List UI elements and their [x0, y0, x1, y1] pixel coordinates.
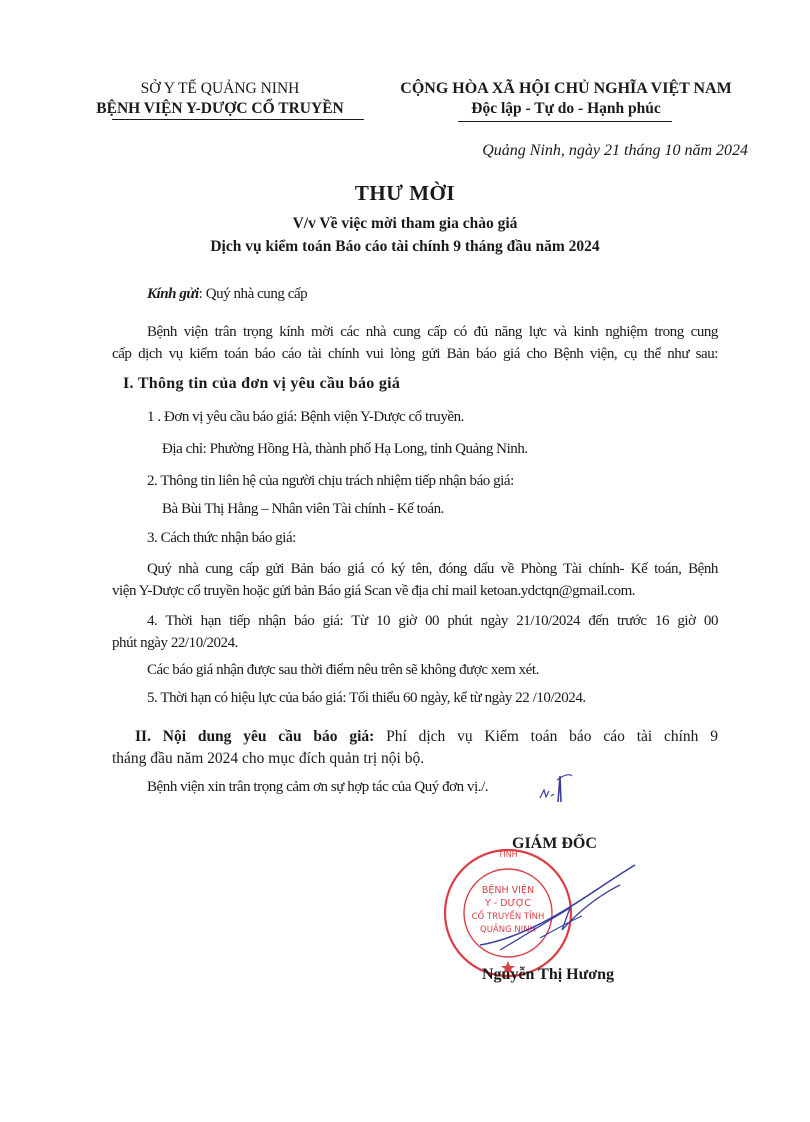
section-1-heading: I. Thông tin của đơn vị yêu cầu báo giá: [123, 375, 401, 392]
director-name: Nguyễn Thị Hương: [482, 966, 614, 983]
section-1-address: Địa chỉ: Phường Hồng Hà, thành phố Hạ Long, tỉnh Quảng Ninh.: [162, 441, 528, 457]
greeting-text: : Quý nhà cung cấp: [198, 286, 308, 302]
section-2-line-1: [135, 728, 718, 746]
initial-mark-icon: [534, 770, 574, 810]
section-1-method-line-1: Quý nhà cung cấp gửi Bản báo giá có ký tên, đóng dấu về Phòng Tài chính- Kế toán, Bệnh: [147, 561, 718, 577]
page-title: THƯ MỜI: [354, 181, 456, 205]
subject-line-1: V/v Về việc mời tham gia chào giá: [292, 215, 518, 232]
motto-underline: [458, 121, 672, 122]
section-1-item-5: 5. Thời hạn có hiệu lực của báo giá: Tối thiểu 60 ngày, kể từ ngày 22 /10/2024.: [147, 690, 586, 706]
section-1-item-3: 3. Cách thức nhận báo giá:: [147, 530, 296, 546]
closing-line: Bệnh viện xin trân trọng cảm ơn sự hợp tác của Quý đơn vị./.: [147, 779, 489, 795]
country-name: CỘNG HÒA XÃ HỘI CHỦ NGHĨA VIỆT NAM: [400, 80, 732, 97]
section-2-text-line-2: tháng đầu năm 2024 cho mục đích quản trị nội bộ.: [112, 750, 425, 767]
motto: Độc lập - Tự do - Hạnh phúc: [471, 100, 661, 117]
section-1-item-4-line-2: phút ngày 22/10/2024.: [112, 635, 238, 651]
seal-line-2: Y - DƯỢC: [484, 898, 532, 909]
section-2-heading: II. Nội dung yêu cầu báo giá:: [135, 728, 375, 745]
seal-line-3: CỔ TRUYỀN TỈNH: [471, 912, 545, 922]
section-1-item-1: 1 . Đơn vị yêu cầu báo giá: Bệnh viện Y-Dược cổ truyền.: [147, 409, 464, 425]
greeting: [147, 286, 307, 303]
section-1-method-line-2: viện Y-Dược cổ truyền hoặc gửi bản Báo giá Scan về địa chỉ mail ketoan.ydctqn@gmail.com.: [112, 583, 636, 599]
signature-role: GIÁM ĐỐC: [512, 835, 597, 852]
hospital-name-underline: [112, 119, 364, 120]
section-1-item-2: 2. Thông tin liên hệ của người chịu trách nhiệm tiếp nhận báo giá:: [147, 473, 514, 489]
intro-line-2: cấp dịch vụ kiểm toán báo cáo tài chính vui lòng gửi Bản báo giá cho Bệnh viện, cụ thể như sau:: [112, 346, 718, 362]
greeting-label: Kính gửi: [147, 286, 199, 302]
seal-line-4: QUẢNG NINH: [480, 925, 536, 935]
section-1-contact: Bà Bùi Thị Hằng – Nhân viên Tài chính - Kế toán.: [162, 501, 444, 517]
section-2-text-line-1: Phí dịch vụ Kiểm toán báo cáo tài chính 9: [386, 728, 719, 745]
date-line: Quảng Ninh, ngày 21 tháng 10 năm 2024: [482, 142, 748, 159]
director-signature-icon: [470, 850, 650, 960]
section-1-item-4-line-1: 4. Thời hạn tiếp nhận báo giá: Từ 10 giờ 00 phút ngày 21/10/2024 đến trước 16 giờ 00: [147, 613, 718, 629]
department-name: SỞ Y TẾ QUẢNG NINH: [140, 80, 300, 97]
seal-top-text: TỈNH: [498, 850, 518, 859]
section-1-note: Các báo giá nhận được sau thời điểm nêu trên sẽ không được xem xét.: [147, 662, 539, 678]
subject-line-2: Dịch vụ kiểm toán Báo cáo tài chính 9 tháng đầu năm 2024: [210, 238, 600, 255]
seal-line-1: BỆNH VIỆN: [481, 885, 535, 896]
intro-line-1: Bệnh viện trân trọng kính mời các nhà cung cấp có đủ năng lực và kinh nghiệm trong cung: [147, 324, 718, 340]
hospital-name: BỆNH VIỆN Y-DƯỢC CỔ TRUYỀN: [96, 100, 344, 117]
